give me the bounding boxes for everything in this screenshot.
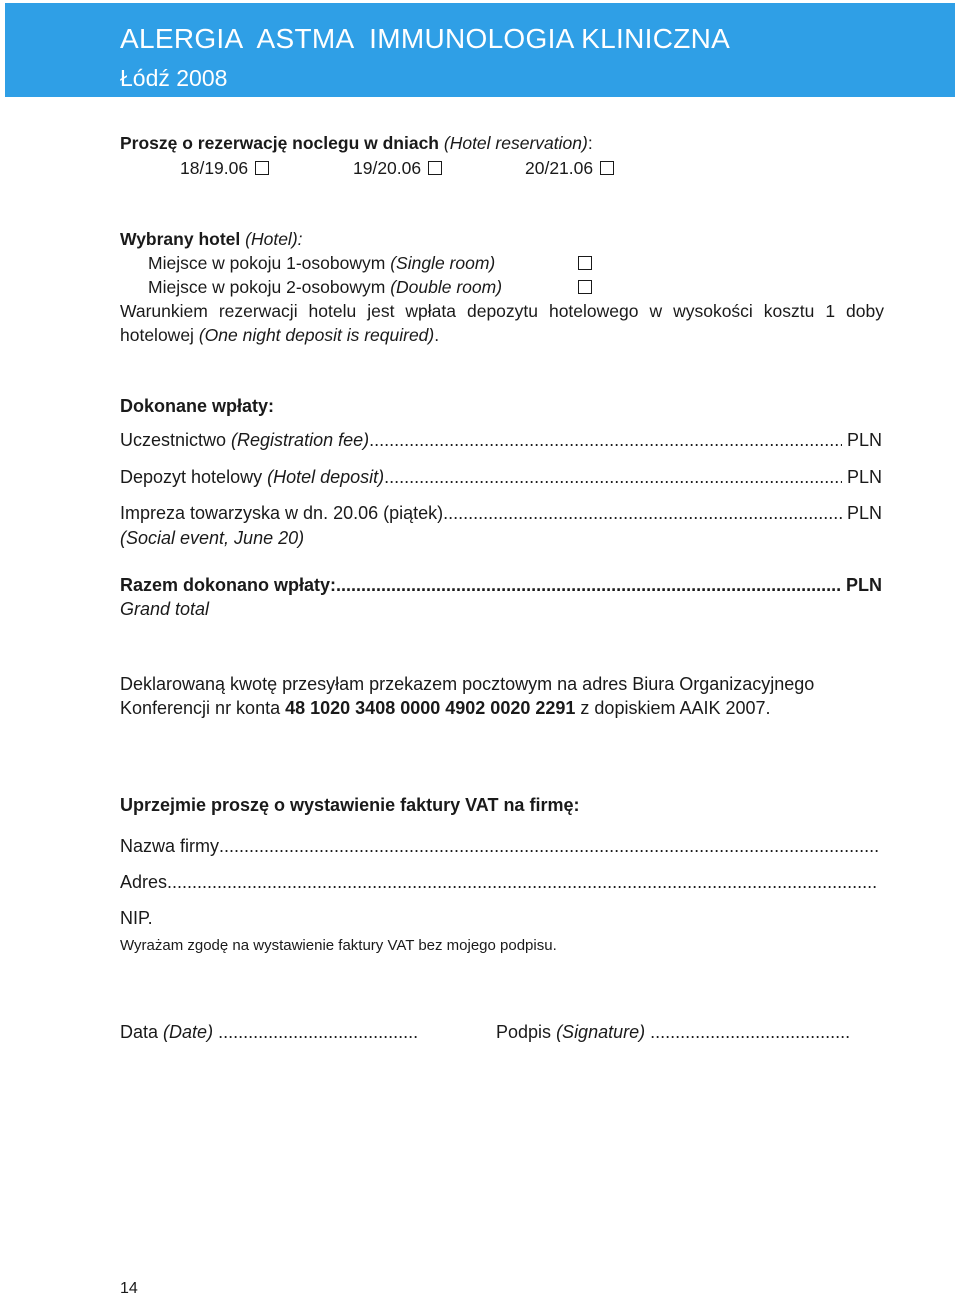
checkbox-date-3[interactable] [600, 161, 614, 175]
header-banner [5, 3, 955, 97]
page-subtitle: Łódź 2008 [120, 65, 228, 91]
payments-heading: Dokonane wpłaty: [120, 396, 275, 416]
double-room-option: Miejsce w pokoju 2-osobowym (Double room) [148, 277, 503, 297]
invoice-consent: Wyrażam zgodę na wystawienie faktury VAT bez mojego podpisu. [120, 937, 557, 954]
reservation-date-2: 19/20.06 [353, 158, 442, 179]
payment-registration-row: Uczestnictwo (Registration fee) ..... PLN [120, 430, 882, 451]
single-room-option: Miejsce w pokoju 1-osobowym (Single room) [148, 253, 496, 273]
signature-field[interactable]: ........................................ [650, 1022, 851, 1042]
bank-account-number: 48 1020 3408 0000 4902 0020 2291 [285, 698, 576, 718]
payment-deposit-row: Depozyt hotelowy (Hotel deposit) ..... PLN [120, 467, 882, 488]
deposit-amount-field[interactable] [384, 467, 842, 488]
checkbox-date-2[interactable] [428, 161, 442, 175]
address-field[interactable] [167, 872, 878, 893]
page-number: 14 [120, 1280, 138, 1297]
company-name-row: Nazwa firmy ..... [120, 836, 878, 857]
invoice-heading: Uprzejmie proszę o wystawienie faktury VAT na firmę: [120, 795, 580, 815]
reservation-label: Proszę o rezerwację noclegu w dniach (Hotel reservation): [120, 133, 593, 153]
reservation-date-3: 20/21.06 [525, 158, 614, 179]
deposit-note: Warunkiem rezerwacji hotelu jest wpłata depozytu hotelowego w wysokości kosztu 1 doby hotelowej (One night deposit is required). [120, 301, 884, 345]
checkbox-single-room[interactable] [578, 256, 592, 270]
date-field-row: Data (Date) ........................................ [120, 1022, 419, 1042]
hotel-label: Wybrany hotel (Hotel): [120, 229, 303, 249]
checkbox-date-1[interactable] [255, 161, 269, 175]
payment-social-row: Impreza towarzyska w dn. 20.06 (piątek) ..... PLN [120, 503, 882, 524]
reservation-date-1: 18/19.06 [180, 158, 269, 179]
address-row: Adres ..... [120, 872, 878, 893]
grand-total-translation: Grand total [120, 599, 210, 619]
registration-amount-field[interactable] [369, 430, 842, 451]
checkbox-double-room[interactable] [578, 280, 592, 294]
company-name-field[interactable] [219, 836, 878, 857]
social-amount-field[interactable] [443, 503, 842, 524]
date-field[interactable]: ........................................ [218, 1022, 419, 1042]
social-event-translation: (Social event, June 20) [120, 528, 305, 548]
payment-total-row: Razem dokonano wpłaty: ..... PLN [120, 575, 882, 596]
transfer-note: Deklarowaną kwotę przesyłam przekazem pocztowym na adres Biura Organizacyjnego Konferencji nr konta 48 1020 3408 0000 4902 0020 2291 z dopiskiem AAIK 2007. [120, 674, 815, 718]
nip-label: NIP. [120, 908, 153, 928]
total-amount-field[interactable] [336, 575, 841, 596]
page-title: ALERGIA ASTMA IMMUNOLOGIA KLINICZNA [120, 23, 731, 54]
signature-field-row: Podpis (Signature) ........................................ [496, 1022, 851, 1042]
